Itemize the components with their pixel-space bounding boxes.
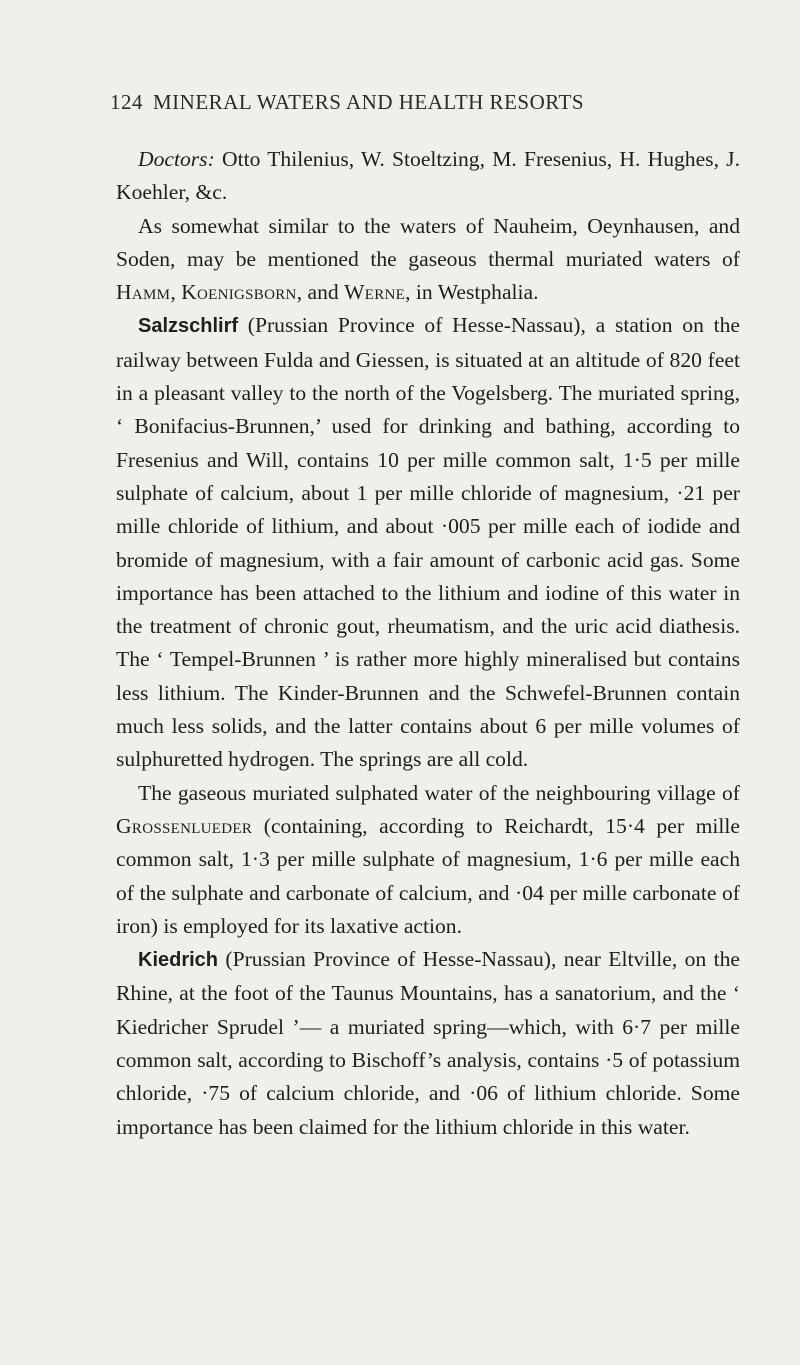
kiedrich-heading: Kiedrich: [138, 949, 219, 972]
similar-text-a: As somewhat similar to the waters of Nauheim, Oeynhausen, and Soden, may be mentioned the gaseous thermal muriated waters of: [116, 213, 740, 271]
grossenlueder-text-a: The gaseous muriated sulphated water of the neighbouring village of: [138, 780, 740, 805]
salzschlirf-paragraph: [116, 309, 740, 776]
place-hamm: Hamm: [116, 280, 171, 305]
kiedrich-paragraph: [116, 943, 740, 1144]
similar-text-d: , in Westphalia.: [405, 280, 539, 305]
salzschlirf-text: (Prussian Province of Hesse-Nassau), a station on the railway between Fulda and Giessen, is situated at an altitude of 820 feet in a pleasant valley to the north of the Vogelsberg. The muriated spring, ‘ Bonifacius-Brunnen,’ used for drinking and bathing, according to Fresenius and Will, contains 10 per mille common salt, 1·5 per mille sulphate of calcium, about 1 per mille chloride of magnesium, ·21 per mille chloride of lithium, and about ·005 per mille each of iodide and bromide of magnesium, with a fair amount of carbonic acid gas. Some importance has been attached to the lithium and iodine of this water in the treatment of chronic gout, rheumatism, and the uric acid diathesis. The ‘ Tempel-Brunnen ’ is rather more highly mineralised but contains less lithium. The Kinder-Brunnen and the Schwefel-Brunnen contain much less solids, and the latter contains about 6 per mille volumes of sulphuretted hydrogen. The springs are all cold.: [116, 313, 740, 772]
kiedrich-text: (Prussian Province of Hesse-Nassau), near Eltville, on the Rhine, at the foot of the Taunus Mountains, has a sanatorium, and the ‘ Kiedricher Sprudel ’— a muriated spring—which, with 6·7 per mille common salt, according to Bischoff’s analysis, contains ·5 of potassium chloride, ·75 of calcium chloride, and ·06 of lithium chloride. Some importance has been claimed for the lithium chloride in this water.: [116, 947, 740, 1139]
similar-waters-paragraph: [116, 210, 740, 310]
doctors-text: Otto Thilenius, W. Stoeltzing, M. Fresenius, H. Hughes, J. Koehler, &c.: [116, 147, 740, 205]
doctors-label: Doctors:: [138, 147, 215, 171]
salzschlirf-heading: Salzschlirf: [138, 315, 239, 338]
doctors-paragraph: [116, 143, 740, 210]
place-koenigsborn: Koenigsborn: [181, 280, 297, 305]
similar-text-c: , and: [296, 280, 345, 305]
place-werne: Werne: [344, 280, 406, 305]
similar-text-b: ,: [170, 280, 182, 305]
grossenlueder-paragraph: [116, 777, 740, 943]
body-text: [116, 143, 740, 1144]
running-head: [110, 90, 740, 115]
running-title: MINERAL WATERS AND HEALTH RESORTS: [153, 90, 584, 114]
page-number: 124: [110, 90, 143, 114]
grossenlueder-text-b: (containing, according to Reichardt, 15·4 per mille common salt, 1·3 per mille sulphate of magnesium, 1·6 per mille each of the sulphate and carbonate of calcium, and ·04 per mille carbonate of iron) is employed for its laxative action.: [116, 813, 740, 938]
place-grossenlueder: Grossenlueder: [116, 813, 253, 838]
